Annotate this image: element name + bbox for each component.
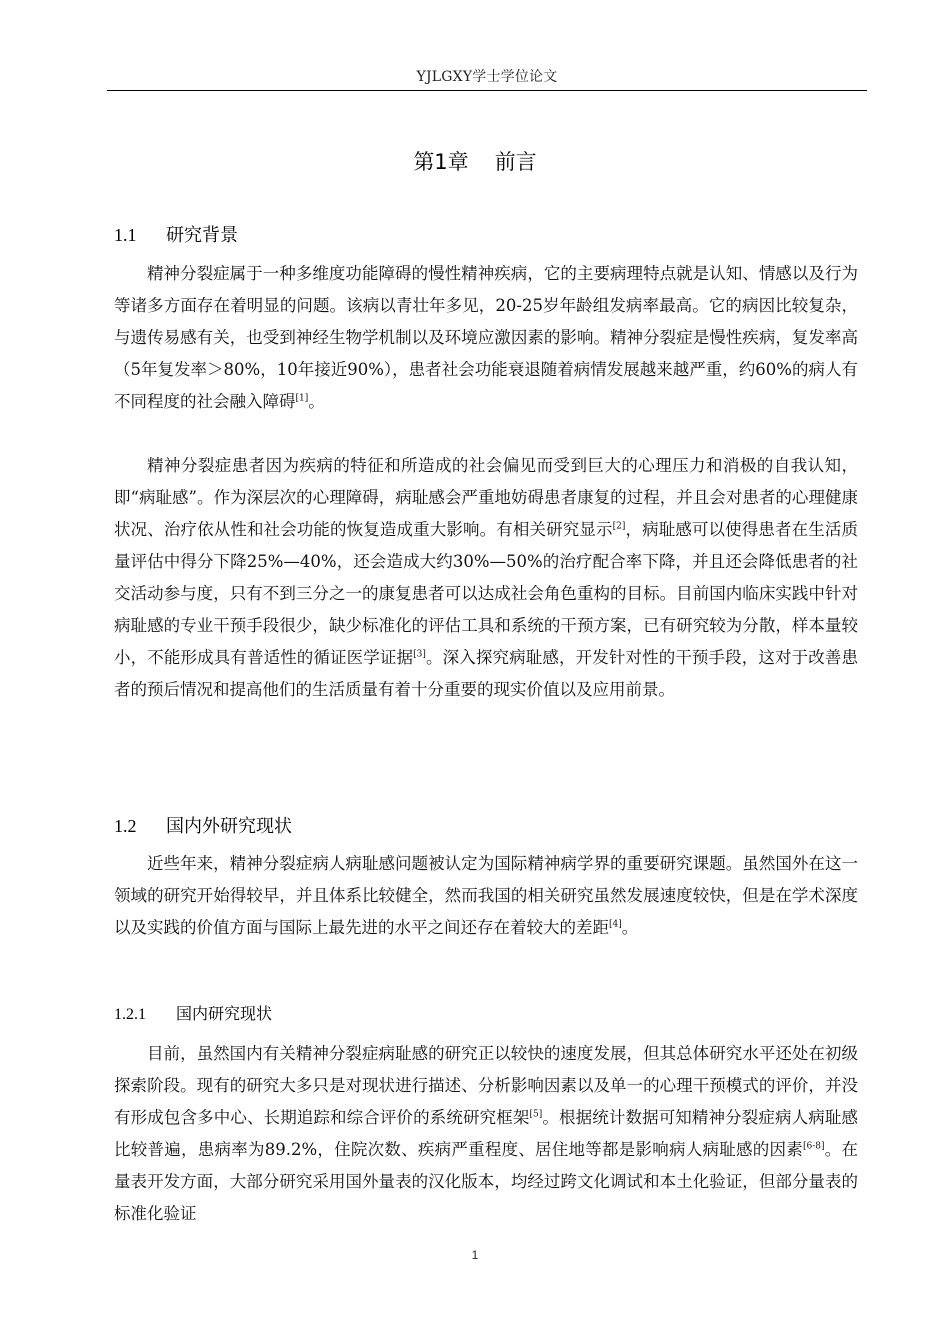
- paragraph-text: 。在量表开发方面，大部分研究采用国外量表的汉化版本，均经过跨文化调试和本土化验证，但部分量表的标准化验证: [114, 1140, 859, 1223]
- paragraph-background-2: [114, 450, 858, 706]
- section-number: 1.1: [114, 225, 137, 245]
- section-number: 1.2: [114, 816, 137, 836]
- paragraph-background-1: [114, 258, 858, 418]
- section-title: 国内研究现状: [176, 1004, 273, 1023]
- paragraph-text: 精神分裂症患者因为疾病的特征和所造成的社会偏见而受到巨大的心理压力和消极的自我认知，即“病耻感”。作为深层次的心理障碍，病耻感会严重地妨碍患者康复的过程，并且会对患者的心理健康状况、治疗依从性和社会功能的恢复造成重大影响。有相关研究显示: [114, 456, 858, 539]
- citation: [4]: [609, 919, 622, 930]
- chapter-number: 第1章: [413, 150, 469, 174]
- paragraph-text: 。: [621, 918, 639, 937]
- paragraph-text: 精神分裂症属于一种多维度功能障碍的慢性精神疾病，它的主要病理特点就是认知、情感以及行为等诸多方面存在着明显的问题。该病以青壮年多见，20-25岁年龄组发病率最高。它的病因比较复杂，与遗传易感有关，也受到神经生物学机制以及环境应激因素的影响。精神分裂症是慢性疾病，复发率高（5年复发率＞80%，10年接近90%），患者社会功能衰退随着病情发展越来越严重，约60%的病人有不同程度的社会融入障碍: [114, 264, 858, 411]
- page-number: 1: [471, 1248, 479, 1262]
- header-rule: [107, 90, 867, 91]
- citation: [2]: [612, 521, 626, 532]
- paragraph-text: 。深入探究病耻感，开发针对性的干预手段，这对于改善患者的预后情况和提高他们的生活质量有着十分重要的现实价值以及应用前景。: [114, 648, 859, 699]
- paragraph-domestic-status: [114, 1038, 858, 1230]
- citation: [6-8]: [803, 1141, 825, 1152]
- section-heading-1-2-1: [114, 1001, 272, 1024]
- citation: [5]: [529, 1109, 543, 1120]
- paragraph-text: 。根据统计数据可知精神分裂症病人病耻感比较普遍，患病率为89.2%，住院次数、疾病严重程度、居住地等都是影响病人病耻感的因素: [114, 1108, 859, 1159]
- chapter-heading: [0, 146, 950, 176]
- paragraph-status-overview: [114, 848, 858, 944]
- citation: [3]: [413, 649, 426, 660]
- section-number: 1.2.1: [114, 1006, 146, 1023]
- paragraph-text: ，病耻感可以使得患者在生活质量评估中得分下降25%—40%，还会造成大约30%—50%的治疗配合率下降，并且还会降低患者的社交活动参与度，只有不到三分之一的康复患者可以达成社会角色重构的目标。目前国内临床实践中针对病耻感的专业干预手段很少，缺少标准化的评估工具和系统的干预方案，已有研究较为分散，样本量较小，不能形成具有普适性的循证医学证据: [114, 520, 859, 667]
- running-header: YJLGXY学士学位论文: [416, 69, 558, 85]
- section-heading-1-2: [114, 812, 292, 838]
- citation: [1]: [295, 393, 309, 404]
- paragraph-text: 。: [308, 392, 325, 411]
- section-title: 研究背景: [166, 225, 238, 246]
- section-heading-1-1: [114, 221, 238, 247]
- paragraph-text: 目前，虽然国内有关精神分裂症病耻感的研究正以较快的速度发展，但其总体研究水平还处在初级探索阶段。现有的研究大多只是对现状进行描述、分析影响因素以及单一的心理干预模式的评价，并没有形成包含多中心、长期追踪和综合评价的系统研究框架: [114, 1044, 858, 1127]
- chapter-title: 前言: [494, 150, 537, 174]
- paragraph-text: 近些年来，精神分裂症病人病耻感问题被认定为国际精神病学界的重要研究课题。虽然国外在这一领域的研究开始得较早，并且体系比较健全，然而我国的相关研究虽然发展速度较快，但是在学术深度以及实践的价值方面与国际上最先进的水平之间还存在着较大的差距: [114, 854, 858, 937]
- section-title: 国内外研究现状: [166, 816, 292, 837]
